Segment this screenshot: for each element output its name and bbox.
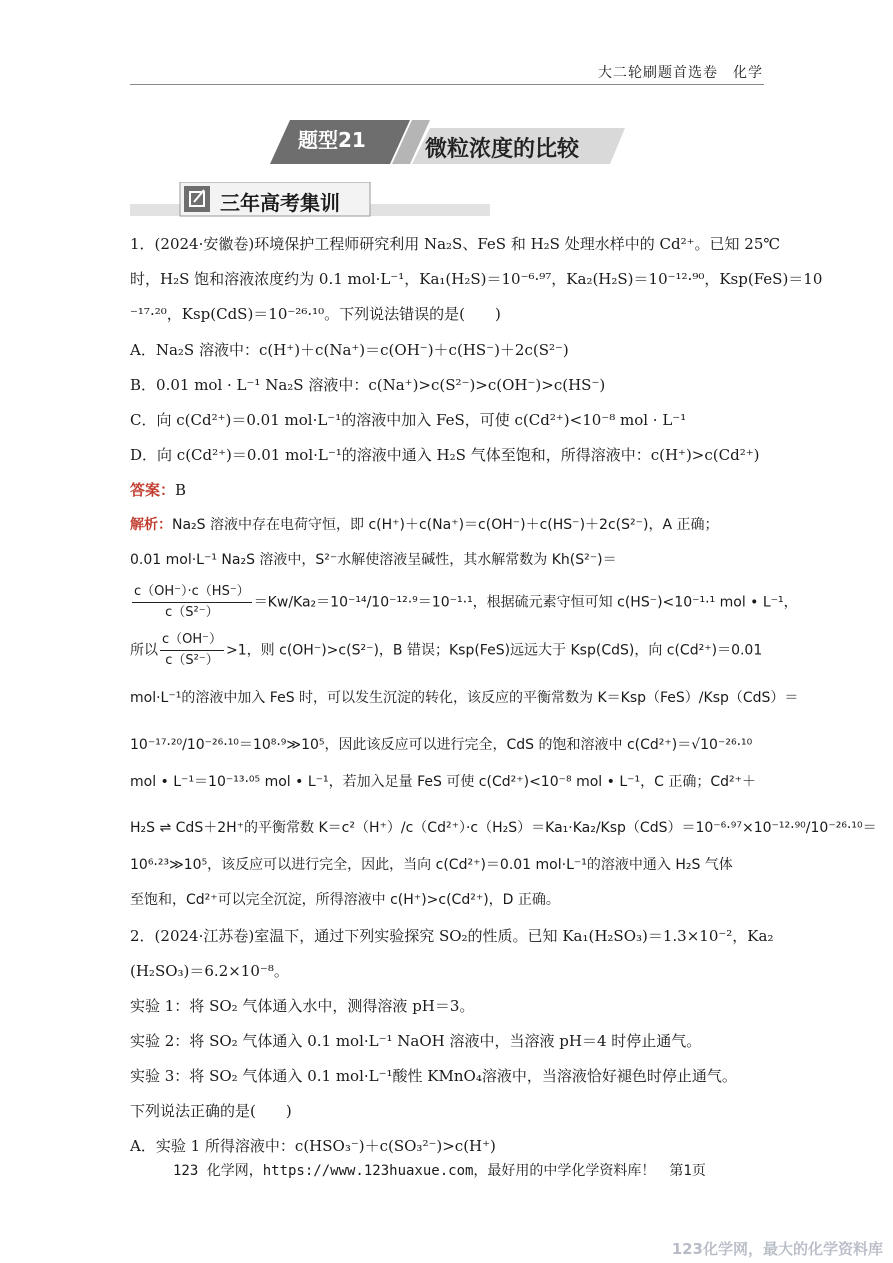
q2-experiment-1: 实验 1：将 SO₂ 气体通入水中，测得溶液 pH＝3。	[130, 997, 475, 1015]
q1-expl-9: 10⁶·²³≫10⁵，该反应可以进行完全，因此，当向 c(Cd²⁺)＝0.01 mol·L⁻¹的溶液中通入 H₂S 气体	[130, 857, 733, 873]
q1-option-a: A．Na₂S 溶液中：c(H⁺)＋c(Na⁺)＝c(OH⁻)＋c(HS⁻)＋2c(S²⁻)	[130, 341, 569, 359]
q2-experiment-2: 实验 2：将 SO₂ 气体通入 0.1 mol·L⁻¹ NaOH 溶液中，当溶液 pH＝4 时停止通气。	[130, 1032, 702, 1050]
page-footer: 123 化学网，https://www.123huaxue.com，最好用的中学化学资料库！ 第1页	[173, 1163, 706, 1179]
q1-expl-3	[130, 582, 798, 623]
fraction-denominator: c（S²⁻）	[165, 653, 219, 668]
q1-expl-1	[130, 515, 770, 535]
q1-answer	[130, 480, 770, 500]
explanation-text-4a: 所以	[130, 642, 158, 659]
explanation-label: 解析：	[130, 517, 172, 533]
q1-line-2: 时，H₂S 饱和溶液浓度约为 0.1 mol·L⁻¹，Ka₁(H₂S)＝10⁻⁶·⁹⁷，Ka₂(H₂S)＝10⁻¹²·⁹⁰，Ksp(FeS)＝10	[130, 270, 823, 288]
q1-line-3: ⁻¹⁷·²⁰，Ksp(CdS)＝10⁻²⁶·¹⁰。下列说法错误的是( )	[130, 305, 501, 323]
q1-expl-5: mol·L⁻¹的溶液中加入 FeS 时，可以发生沉淀的转化，该反应的平衡常数为 K＝Ksp（FeS）/Ksp（CdS）＝	[130, 690, 799, 706]
q1-expl-8: H₂S ⇌ CdS＋2H⁺的平衡常数 K＝c²（H⁺）/c（Cd²⁺）·c（H₂S）＝Ka₁·Ka₂/Ksp（CdS）＝10⁻⁶·⁹⁷×10⁻¹²·⁹⁰/10⁻²⁶·¹⁰＝	[130, 820, 877, 836]
answer-value: B	[175, 481, 187, 499]
q2-line-1: 2．(2024·江苏卷)室温下，通过下列实验探究 SO₂的性质。已知 Ka₁(H₂SO₃)＝1.3×10⁻²，Ka₂	[130, 927, 774, 945]
topic-banner	[270, 118, 625, 166]
header-divider	[130, 84, 764, 85]
answer-label: 答案：	[130, 481, 176, 499]
q1-expl-2: 0.01 mol·L⁻¹ Na₂S 溶液中，S²⁻水解使溶液呈碱性，其水解常数为 Kh(S²⁻)＝	[130, 552, 617, 568]
q2-ask: 下列说法正确的是( )	[130, 1102, 292, 1120]
fraction-numerator: c（OH⁻）·c（HS⁻）	[132, 582, 252, 603]
hydrolysis-fraction	[132, 582, 252, 623]
q2-experiment-3: 实验 3：将 SO₂ 气体通入 0.1 mol·L⁻¹酸性 KMnO₄溶液中，当溶液恰好褪色时停止通气。	[130, 1067, 737, 1085]
fraction-numerator: c（OH⁻）	[160, 630, 224, 651]
q1-option-b: B．0.01 mol · L⁻¹ Na₂S 溶液中：c(Na⁺)>c(S²⁻)>c(OH⁻)>c(HS⁻)	[130, 376, 606, 394]
q1-expl-6: 10⁻¹⁷·²⁰/10⁻²⁶·¹⁰＝10⁸·⁹≫10⁵，因此该反应可以进行完全，CdS 的饱和溶液中 c(Cd²⁺)＝√10⁻²⁶·¹⁰	[130, 737, 753, 753]
q2-line-2: (H₂SO₃)＝6.2×10⁻⁸。	[130, 962, 289, 980]
q1-expl-10: 至饱和，Cd²⁺可以完全沉淀，所得溶液中 c(H⁺)>c(Cd²⁺)，D 正确。	[130, 892, 560, 908]
explanation-text-4b: >1，则 c(OH⁻)>c(S²⁻)，B 错误；Ksp(FeS)远远大于 Ksp(CdS)，向 c(Cd²⁺)＝0.01	[226, 642, 763, 659]
topic-number: 题型21	[298, 128, 366, 152]
q1-line-1: 1．(2024·安徽卷)环境保护工程师研究利用 Na₂S、FeS 和 H₂S 处理水样中的 Cd²⁺。已知 25℃	[130, 235, 781, 253]
section-heading	[130, 182, 490, 220]
explanation-text-1: Na₂S 溶液中存在电荷守恒，即 c(H⁺)＋c(Na⁺)＝c(OH⁻)＋c(HS⁻)＋2c(S²⁻)，A 正确；	[172, 517, 719, 533]
watermark: 123化学网，最大的化学资料库	[671, 1240, 883, 1258]
ratio-fraction	[160, 630, 224, 671]
q1-expl-4	[130, 630, 770, 671]
topic-title: 微粒浓度的比较	[425, 137, 580, 162]
page-header: 大二轮刷题首选卷 化学	[598, 65, 763, 81]
explanation-text-3: ＝Kw/Ka₂＝10⁻¹⁴/10⁻¹²·⁹＝10⁻¹·¹，根据硫元素守恒可知 c(HS⁻)<10⁻¹·¹ mol • L⁻¹，	[253, 594, 798, 611]
q1-option-d: D．向 c(Cd²⁺)＝0.01 mol·L⁻¹的溶液中通入 H₂S 气体至饱和，所得溶液中：c(H⁺)>c(Cd²⁺)	[130, 446, 760, 464]
fraction-denominator: c（S²⁻）	[165, 605, 219, 620]
section-title: 三年高考集训	[220, 191, 340, 215]
q2-option-a: A．实验 1 所得溶液中：c(HSO₃⁻)＋c(SO₃²⁻)>c(H⁺)	[130, 1137, 496, 1155]
q1-option-c: C．向 c(Cd²⁺)＝0.01 mol·L⁻¹的溶液中加入 FeS，可使 c(Cd²⁺)<10⁻⁸ mol · L⁻¹	[130, 411, 687, 429]
q1-expl-7: mol • L⁻¹＝10⁻¹³·⁰⁵ mol • L⁻¹，若加入足量 FeS 可使 c(Cd²⁺)<10⁻⁸ mol • L⁻¹，C 正确；Cd²⁺＋	[130, 774, 757, 790]
